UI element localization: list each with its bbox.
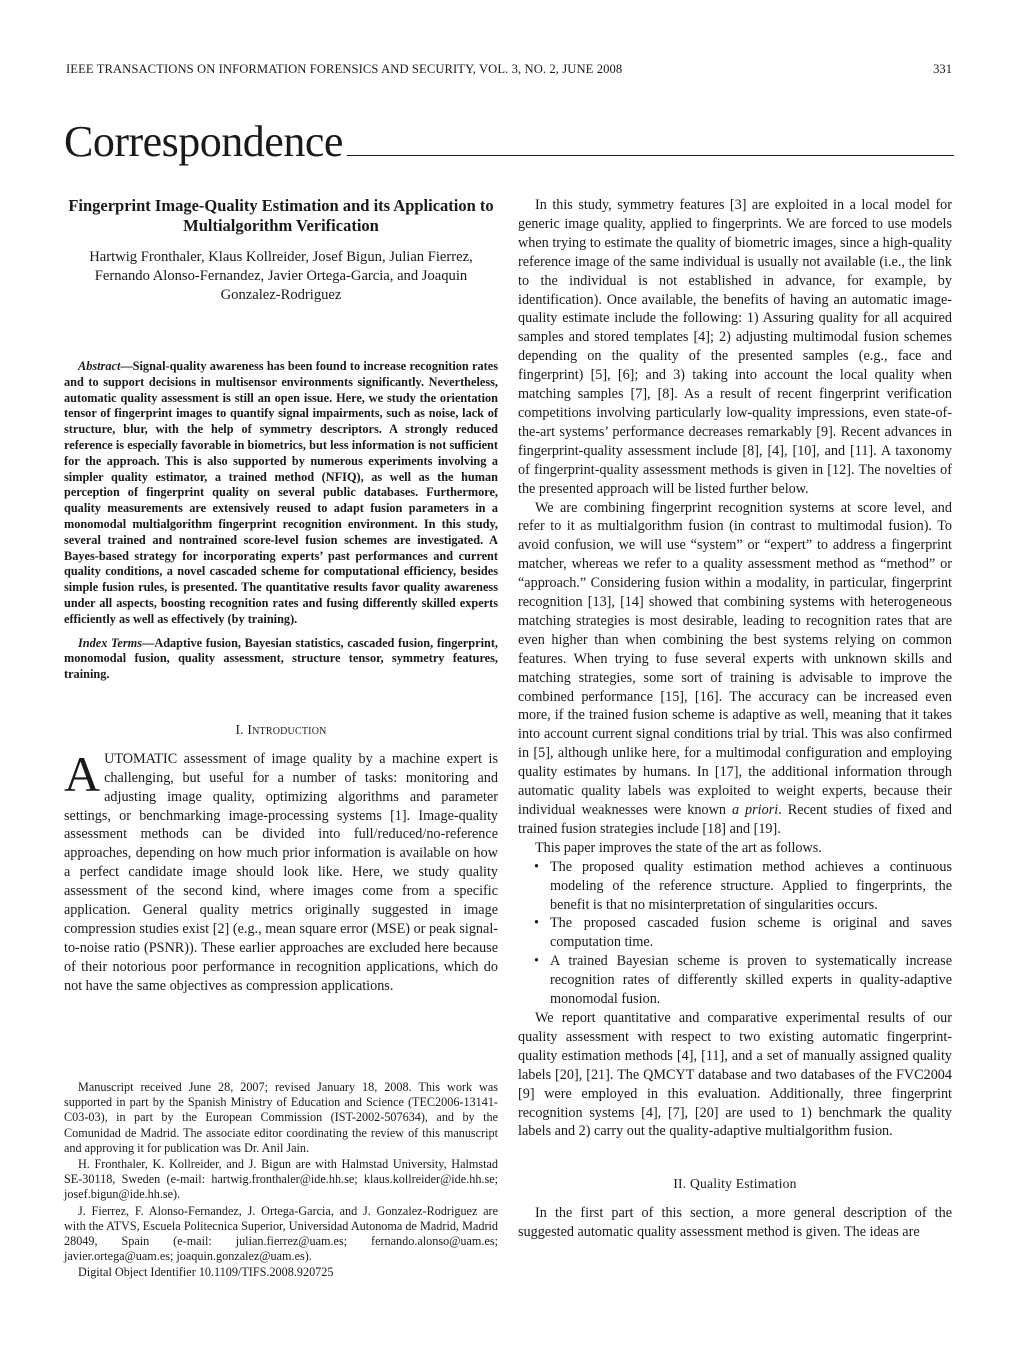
index-terms-label: Index Terms [78,635,143,650]
running-header [66,62,952,80]
abstract-label: Abstract [78,359,121,373]
bullet-icon: • [534,915,539,932]
section-banner [64,112,954,164]
abstract-text: —Signal-quality awareness has been found to increase recognition rates and to support decisions in multisensor environments significantly. Nevertheless, automatic quality assessment is still an open issue. Here, we study the orientation tensor of fingerprint images to quantify signal impairments, such as noise, lack of structure, blur, with the help of symmetry descriptors. A strongly reduced reference is especially favorable in biometrics, but less information is not sufficient for the approach. This is also supported by numerous experiments involving a simpler quality estimator, a trained method (NFIQ), as well as the human perception of fingerprint quality on several public databases. Furthermore, quality measurements are extensively reused to adapt fusion parameters in a monomodal multialgorithm fingerprint recognition environment. In this study, several trained and nontrained score-level fusion schemes are investigated. A Bayes-based strategy for incorporating experts’ past performances and current quality conditions, a novel cascaded scheme for computational efficiency, besides simple fusion rules, is presented. The quantitative results favor quality awareness under all aspects, boosting recognition rates and fusing differently skilled experts efficiently as well as effectively (by training). [64,359,498,626]
intro-text: UTOMATIC assessment of image quality by a machine expert is challenging, but useful for a number of tasks: monitoring and adjusting image quality, optimizing algorithms and parameter settings, or benchmarking image-processing systems [1]. Image-quality assessment methods can be divided into full/reduced/no-reference approaches, depending on how much prior information is available on how a perfect candidate image should look like. Here, we study quality assessment of the second kind, where images come from a specific application. General quality metrics originally suggested in image compression studies exist [2] (e.g., mean square error (MSE) or peak signal-to-noise ratio (PSNR)). These earlier approaches are excluded here because of their notorious poor performance in recognition applications, which do not have the same objectives as compression applications. [64,750,498,994]
section-title: Quality Estimation [689,1176,797,1192]
section-heading-introduction [64,721,498,740]
paragraph-text: We are combining fingerprint recognition systems at score level, and refer to it as multialgorithm fusion (in contrast to multimodal fusion). To avoid confusion, we will use “system” or “expert” to address a fingerprint matcher, whereas we refer to a quality assessment method as “method” or “approach.” Considering fusion within a modality, in particular, fingerprint recognition [13], [14] showed that combining systems with heterogeneous matching strategies is most desirable, leading to recognition rates that are even higher than when combining the best systems relying on common features. When trying to fuse several experts with unknown skills and matching strategies, some sort of training is advisable to improve the combined performance [15], [16]. The accuracy can be increased even more, if the trained fusion scheme is adaptive as well, meaning that it takes into account current signal conditions trial by trial. This was also confirmed in [5], although unlike here, for a multimodal configuration and employing quality estimates by humans. In [17], the additional information through automatic quality labels was exploited to weight experts, because their individual weaknesses were known [518,499,952,818]
footnotes [64,1080,498,1282]
abstract [64,359,498,628]
index-terms [64,636,498,683]
bullet-icon: • [534,858,539,875]
index-terms-text: —Adaptive fusion, Bayesian statistics, cascaded fusion, fingerprint, monomodal fusion, quality assessment, structure tensor, symmetry features, training. [64,635,498,682]
section-numeral: II. [673,1176,687,1192]
body-paragraph [518,499,952,839]
paragraph-text: . Recent studies of fixed and trained fusion strategies include [18] and [19]. [518,802,953,837]
list-item [518,914,952,952]
italic-term: a priori [731,802,779,818]
list-item-text: A trained Bayesian scheme is proven to systematically increase recognition rates of differently skilled experts in quality-adaptive monomodal fusion. [550,953,952,1008]
contributions-list [518,858,952,1009]
footnote-manuscript: Manuscript received June 28, 2007; revised January 18, 2008. This work was supported in part by the Spanish Ministry of Education and Science (TEC2006-13141-C03-03), in part by the European Commission (IST-2002-507634), and by the Comunidad de Madrid. The associate editor coordinating the review of this manuscript and approving it for publication was Dr. Anil Jain. [64,1080,498,1155]
section-banner-title: Correspondence [64,117,343,166]
page-number: 331 [933,62,952,76]
list-item-text: The proposed quality estimation method achieves a continuous modeling of the reference structure. Applied to fingerprints, the benefit is that no misinterpretation of singularities occurs. [550,858,952,913]
body-paragraph: In this study, symmetry features [3] are exploited in a local model for generic image quality, applied to fingerprints. We are forced to use models when trying to estimate the quality of biometric images, since a high-quality reference image of the same individual is usually not available (i.e., the link to the individual is not established in advance, for example, by identification). Once available, the benefits of having an automatic image-quality estimate include the following: 1) Assuring quality for all acquired samples and stored templates [4]; 2) adjusting multimodal fusion schemes depending on the quality of the presented samples (e.g., face and fingerprint) [5], [6]; and 3) taking into account the local quality when matching samples [7], [8]. As a result of recent fingerprint verification competitions involving particularly low-quality impressions, even state-of-the-art systems’ performance decreases remarkably [9]. Recent advances in fingerprint-quality assessment include [8], [4], [10], and [11]. A taxonomy of fingerprint-quality assessment methods is given in [12]. The novelties of the presented approach will be listed further below. [518,197,952,497]
contributions-intro: This paper improves the state of the art as follows. [535,839,822,856]
paper-title: Fingerprint Image-Quality Estimation and its Application to Multialgorithm Verification [68,196,494,235]
banner-rule [347,155,954,156]
list-item [518,952,952,1009]
body-paragraph: We report quantitative and comparative experimental results of our quality assessment with respect to two existing automatic fingerprint-quality estimation methods [4], [11], and a set of manually assigned quality labels [20], [21]. The QMCYT database and two databases of the FVC2004 [9] were employed in this evaluation. Additionally, three fingerprint recognition systems [4], [7], [20] are used to 1) benchmark the quality labels and 2) carry out the quality-adaptive multialgorithm fusion. [518,1009,952,1140]
author-list: Hartwig Fronthaler, Klaus Kollreider, Josef Bigun, Julian Fierrez, Fernando Alonso-Fernandez, Javier Ortega-Garcia, and Joaquin Gonzalez-Rodriguez [89,249,473,303]
footnote-affiliation-2: J. Fierrez, F. Alonso-Fernandez, J. Ortega-Garcia, and J. Gonzalez-Rodriguez are with the ATVS, Escuela Politecnica Superior, Universidad Autonoma de Madrid, Madrid 28049, Spain (e-mail: julian.fierrez@uam.es; fernando.alonso@uam.es; javier.ortega@uam.es; joaquin.gonzalez@uam.es). [64,1203,498,1264]
intro-paragraph [64,745,498,996]
section-title: Introduction [247,721,327,737]
left-column [64,196,498,996]
section-numeral: I. [235,721,244,737]
bullet-icon: • [534,953,539,970]
list-item [518,858,952,915]
section-heading-quality-estimation [518,1175,952,1194]
footnote-affiliation-1: H. Fronthaler, K. Kollreider, and J. Bigun are with Halmstad University, Halmstad SE-30118, Sweden (e-mail: hartwig.fronthaler@ide.hh.se; klaus.kollreider@ide.hh.se; josef.bigun@ide.hh.se). [64,1157,498,1202]
list-item-text: The proposed cascaded fusion scheme is original and saves computation time. [550,915,952,951]
body-paragraph: In the first part of this section, a more general description of the suggested automatic quality assessment method is given. The ideas are [518,1205,952,1241]
journal-title: IEEE TRANSACTIONS ON INFORMATION FORENSICS AND SECURITY, VOL. 3, NO. 2, JUNE 2008 [66,62,623,76]
drop-cap: A [64,745,101,802]
footnote-doi: Digital Object Identifier 10.1109/TIFS.2008.920725 [78,1265,334,1280]
right-column [518,196,952,1242]
